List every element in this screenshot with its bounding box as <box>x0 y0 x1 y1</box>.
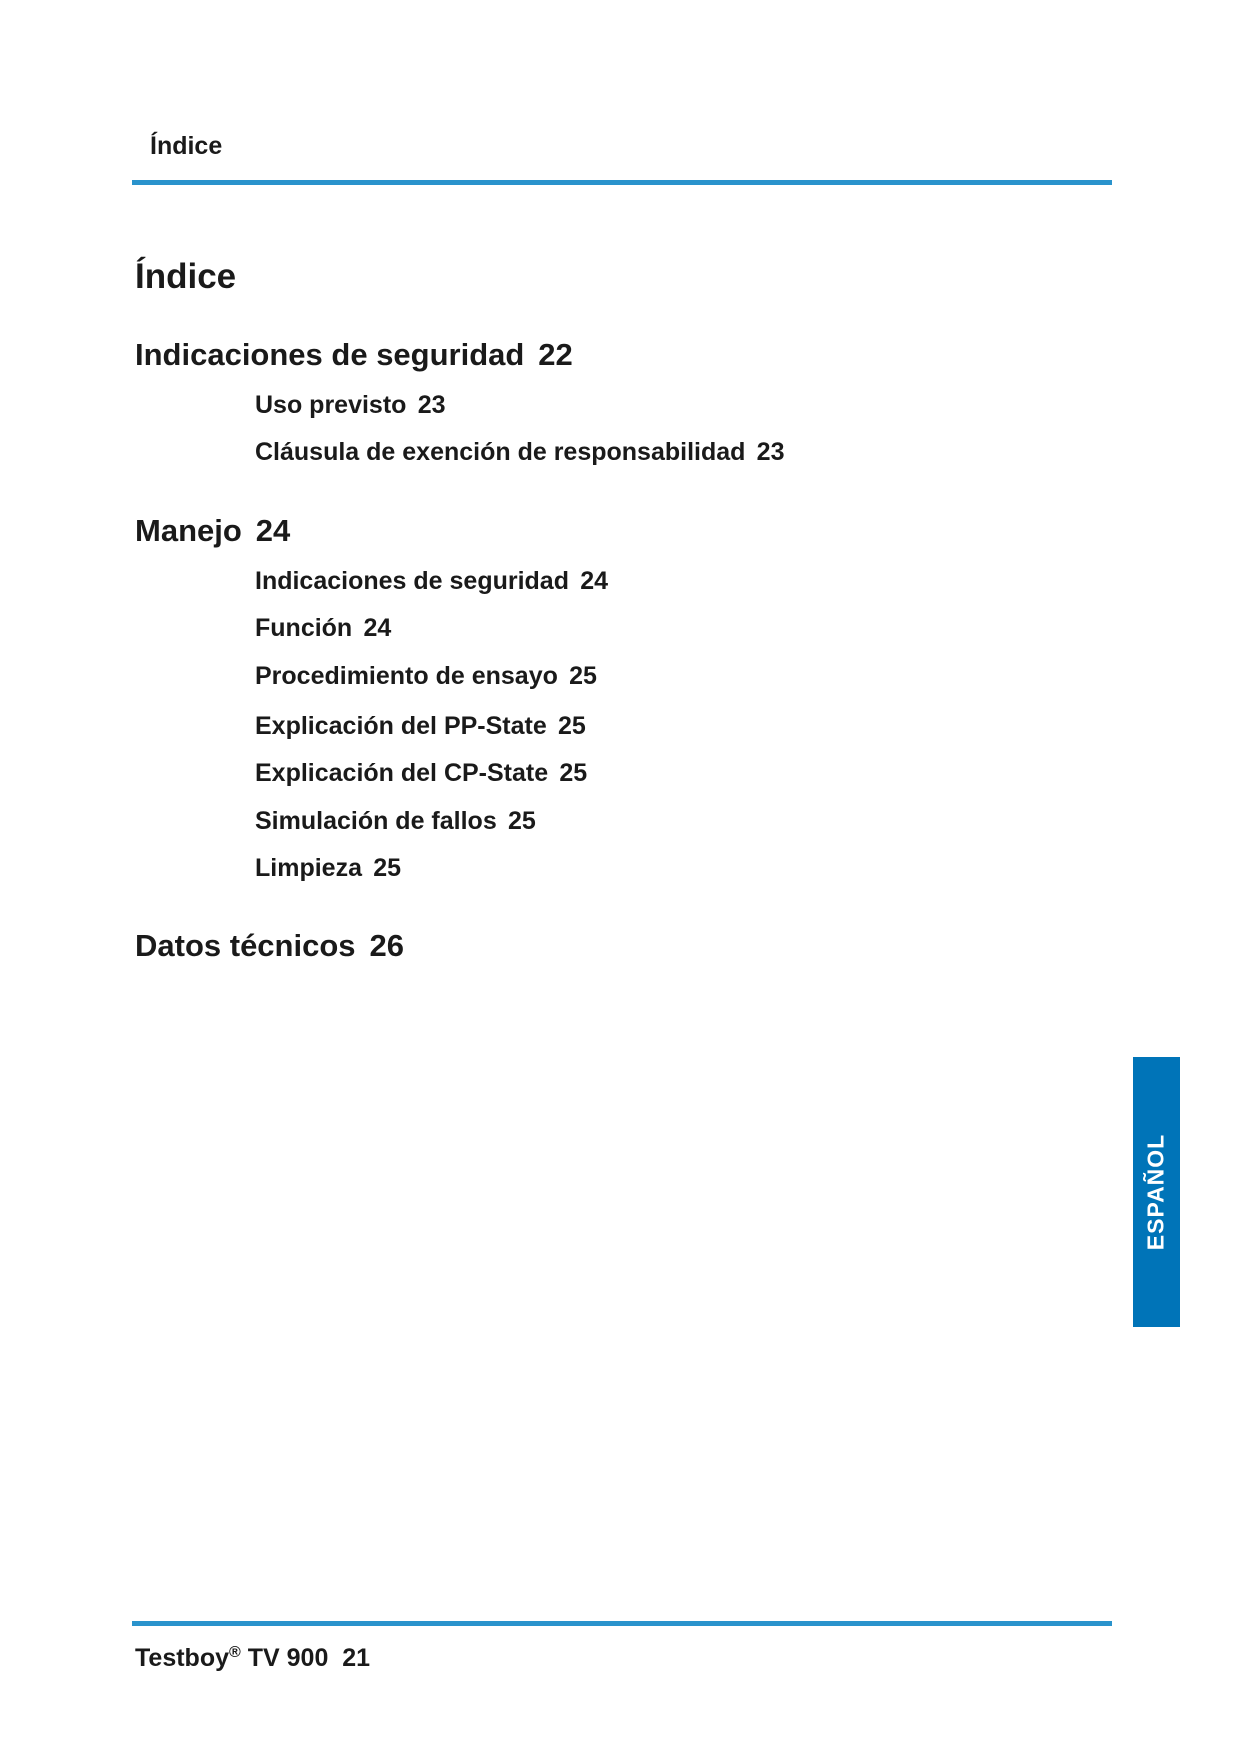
footer-model: TV 900 <box>247 1644 329 1672</box>
page-footer <box>135 1643 370 1673</box>
toc-item-explicacion-pp-state[interactable] <box>255 711 586 741</box>
toc-label: Limpieza <box>255 854 362 882</box>
toc-section-datos-tecnicos[interactable] <box>135 927 404 965</box>
toc-page-number: 25 <box>569 662 597 690</box>
footer-brand: Testboy <box>135 1644 229 1672</box>
toc-label: Explicación del PP-State <box>255 712 547 740</box>
toc-page-number: 25 <box>507 807 536 835</box>
footer-rule <box>132 1621 1112 1626</box>
toc-page-number: 26 <box>369 928 404 963</box>
toc-label: Indicaciones de seguridad <box>135 337 525 372</box>
toc-page-number: 25 <box>373 854 402 882</box>
toc-label: Simulación de fallos <box>255 807 497 835</box>
toc-label: Datos técnicos <box>135 928 356 963</box>
language-tab <box>1133 1057 1180 1327</box>
toc-page-number: 25 <box>559 759 588 787</box>
toc-item-clausula-de-exencion[interactable] <box>255 437 784 467</box>
toc-item-funcion[interactable] <box>255 613 391 643</box>
toc-item-uso-previsto[interactable] <box>255 390 446 420</box>
toc-section-indicaciones-de-seguridad[interactable] <box>135 336 573 374</box>
toc-section-manejo[interactable] <box>135 512 290 550</box>
toc-page-number: 23 <box>756 438 785 466</box>
toc-item-indicaciones-de-seguridad[interactable] <box>255 566 608 596</box>
toc-label: Función <box>255 614 353 642</box>
toc-page-number: 24 <box>580 567 609 595</box>
running-header: Índice <box>150 132 223 160</box>
toc-page-number: 22 <box>538 337 573 372</box>
toc-item-explicacion-cp-state[interactable] <box>255 758 587 788</box>
toc-label: Explicación del CP-State <box>255 759 549 787</box>
toc-item-simulacion-de-fallos[interactable] <box>255 806 536 836</box>
language-tab-label: ESPAÑOL <box>1142 1133 1169 1251</box>
toc-label: Procedimiento de ensayo <box>255 662 558 690</box>
toc-page-number: 24 <box>255 513 291 548</box>
toc-item-procedimiento-de-ensayo[interactable] <box>255 661 597 691</box>
toc-label: Manejo <box>135 513 242 548</box>
toc-page-number: 25 <box>558 712 586 740</box>
toc-item-limpieza[interactable] <box>255 853 401 883</box>
registered-mark: ® <box>229 1644 241 1661</box>
toc-page-number: 24 <box>363 614 392 642</box>
header-rule <box>132 180 1112 185</box>
toc-label: Uso previsto <box>255 391 407 419</box>
toc-page-number: 23 <box>417 391 446 419</box>
toc-label: Indicaciones de seguridad <box>255 567 569 595</box>
footer-page-number: 21 <box>342 1644 371 1672</box>
page-title: Índice <box>135 257 237 296</box>
toc-label: Cláusula de exención de responsabilidad <box>255 438 746 466</box>
